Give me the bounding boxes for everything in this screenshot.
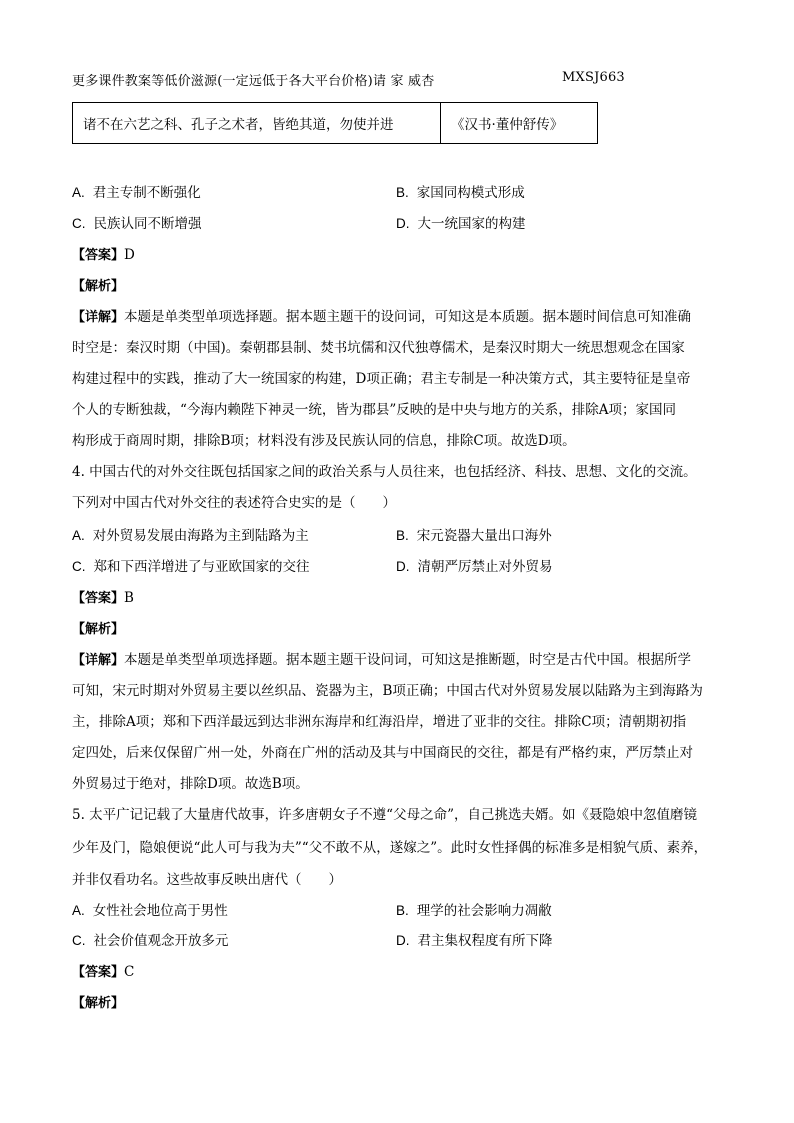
q5-stem: 并非仅看功名。这些故事反映出唐代（ ）: [72, 872, 342, 888]
q4-detail-line: 外贸易过于绝对，排除D项。故选B项。: [72, 776, 309, 792]
q5-stem: 5. 太平广记记载了大量唐代故事，许多唐朝女子不遵“父母之命”，自己挑选夫婿。如《聂隐娘中忽值磨镜: [72, 807, 697, 823]
q5-answer: 【答案】C: [72, 964, 135, 980]
q4-stem: 4. 中国古代的对外交往既包括国家之间的政治关系与人员往来，也包括经济、科技、思想、文化的交流。: [72, 464, 697, 480]
page-header: [72, 70, 625, 89]
q5-stem: 少年及门，隐娘便说“此人可与我为夫”“父不敢不从，遂嫁之”。此时女性择偶的标准多是相貌气质、素养，: [72, 840, 708, 856]
q4-detail-line: 【详解】本题是单类型单项选择题。据本题主题干设问词，可知这是推断题，时空是古代中国。根据所学: [72, 652, 692, 668]
q4-answer: 【答案】B: [72, 590, 134, 606]
q5-option-b: B. 理学的社会影响力凋敝: [396, 903, 552, 919]
q3-answer: 【答案】D: [72, 247, 135, 263]
q4-detail-line: 定四处，后来仅保留广州一处，外商在广州的活动及其与中国商民的交往，都是有严格约束，严厉禁止对: [72, 745, 693, 761]
q4-option-c: C. 郑和下西洋增进了与亚欧国家的交往: [72, 559, 310, 575]
q3-detail-line: 构形成于商周时期，排除B项；材料没有涉及民族认同的信息，排除C项。故选D项。: [72, 433, 576, 449]
q4-option-b: B. 宋元瓷器大量出口海外: [396, 528, 552, 544]
q4-analysis-label: 【解析】: [72, 622, 125, 637]
quote-text: 诸不在六艺之科、孔子之术者，皆绝其道，勿使并进: [73, 103, 441, 144]
quote-source: 《汉书·董仲舒传》: [441, 103, 598, 144]
q5-option-d: D. 君主集权程度有所下降: [396, 933, 553, 949]
q4-stem: 下列对中国古代对外交往的表述符合史实的是（ ）: [72, 495, 396, 511]
q3-option-c: C. 民族认同不断增强: [72, 216, 202, 232]
q3-option-d: D. 大一统国家的构建: [396, 216, 526, 232]
q3-detail-line: 【详解】本题是单类型单项选择题。据本题主题干的设问词，可知这是本质题。据本题时间信息可知准确: [72, 309, 692, 325]
q4-detail-line: 主，排除A项；郑和下西洋最远到达非洲东海岸和红海沿岸，增进了亚非的交往。排除C项；清朝期初指: [72, 714, 687, 730]
q4-option-a: A. 对外贸易发展由海路为主到陆路为主: [72, 528, 309, 544]
q3-analysis-label: 【解析】: [72, 279, 125, 294]
q3-detail-line: 个人的专断独裁，“今海内赖陛下神灵一统，皆为郡县”反映的是中央与地方的关系，排除A项；家国同: [72, 402, 677, 418]
q4-detail-line: 可知，宋元时期对外贸易主要以丝织品、瓷器为主，B项正确；中国古代对外贸易发展以陆路为主到海路为: [72, 683, 703, 699]
header-text: 更多课件教案等低价滋源(一定远低于各大平台价格)请 家 威杏: [72, 74, 435, 89]
q3-detail-line: 时空是：秦汉时期（中国)。秦朝郡县制、焚书坑儒和汉代独尊儒术，是秦汉时期大一统思想观念在国家: [72, 340, 685, 356]
header-code: MXSJ663: [562, 70, 625, 85]
q3-detail-line: 构建过程中的实践，推动了大一统国家的构建，D项正确；君主专制是一种决策方式，其主要特征是皇帝: [72, 371, 691, 387]
q5-analysis-label: 【解析】: [72, 996, 125, 1011]
q4-option-d: D. 清朝严厉禁止对外贸易: [396, 559, 553, 575]
q3-option-b: B. 家国同构模式形成: [396, 185, 525, 201]
quote-table: [72, 102, 598, 144]
q3-option-a: A. 君主专制不断强化: [72, 185, 201, 201]
q5-option-c: C. 社会价值观念开放多元: [72, 933, 229, 949]
q5-option-a: A. 女性社会地位高于男性: [72, 903, 228, 919]
